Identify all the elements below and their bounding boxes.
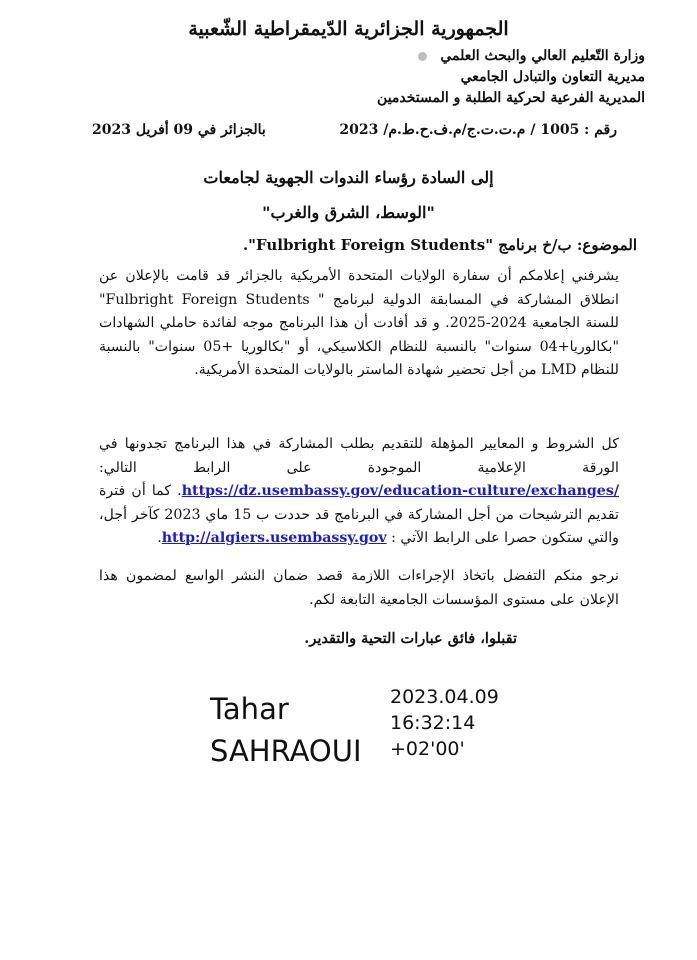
digital-signature-timestamp [390, 684, 499, 762]
paragraph-2-text-end: . [157, 530, 162, 546]
signature-date: 2023.04.09 [390, 686, 499, 708]
subject-line: الموضوع: ب/خ برنامج "Fulbright Foreign Students". [242, 236, 637, 254]
reference-row [0, 122, 697, 144]
bullet-dot-icon [418, 52, 427, 61]
subdirectorate-name: المديرية الفرعية لحركية الطلبة و المستخدمين [377, 90, 645, 106]
body-paragraph-1: يشرفني إعلامكم أن سفارة الولايات المتحدة الأمريكية بالجزائر قد قامت بالإعلان عن انطلاق المشاركة في المسابقة الدولية لبرنامج " Fulbright Foreign Students" للسنة الجامعية 2024-2025. و قد أفادت أن هذا البرنامج موجه لفائدة حاملي الشهادات "بكالوريا+04 سنوات" بالنسبة للنظام الكلاسيكي، أو "بكالوريا +05 سنوات" بالنسبة للنظام LMD من أجل تحضير شهادة الماستر بالولايات المتحدة الأمريكية. [99, 268, 620, 378]
addressee-line-1: إلى السادة رؤساء الندوات الجهوية لجامعات [203, 168, 494, 187]
signer-first-name: Tahar [210, 692, 289, 726]
exchanges-link[interactable]: https://dz.usembassy.gov/education-culture/exchanges/ [181, 483, 619, 499]
body-paragraph-3: نرجو منكم التفضل باتخاذ الإجراءات اللازمة قصد ضمان النشر الواسع لمضمون هذا الإعلان على مستوى المؤسسات الجامعية التابعة لكم. [99, 568, 619, 608]
signer-last-name: SAHRAOUI [210, 734, 362, 768]
body-paragraph-2 [99, 433, 619, 551]
paragraph-2-text-start: كل الشروط و المعايير المؤهلة للتقديم بطلب المشاركة في هذا البرنامج تجدونها في الورقة الإعلامية الموجودة على الرابط التالي: [99, 436, 619, 476]
paragraph-2-text-middle: . كما أن فترة تقديم الترشيحات من أجل المشاركة في البرنامج قد حددت ب 15 ماي 2023 كآخر أجل، والتي ستكون حصرا على الرابط الآتي : [99, 483, 619, 546]
ministry-name [418, 48, 645, 64]
closing-formula: تقبلوا، فائق عبارات التحية والتقدير. [304, 630, 517, 647]
digital-signature-name [210, 688, 362, 772]
addressee-line-2: "الوسط، الشرق والغرب" [262, 203, 435, 222]
ministry-label: وزارة التّعليم العالي والبحث العلمي [440, 48, 645, 64]
letter-date: بالجزائر في 09 أفريل 2023 [92, 122, 266, 138]
signature-time: 16:32:14 [390, 712, 476, 734]
republic-title: الجمهورية الجزائرية الدّيمقراطية الشّعبية [188, 18, 509, 40]
embassy-link[interactable]: http://algiers.usembassy.gov [161, 530, 387, 546]
directorate-name: مديرية التعاون والتبادل الجامعي [460, 69, 645, 85]
signature-timezone: +02'00' [390, 738, 465, 760]
reference-number: رقم : 1005 / م.ت.ت.ج/م.ف.ح.ط.م/ 2023 [339, 122, 617, 138]
